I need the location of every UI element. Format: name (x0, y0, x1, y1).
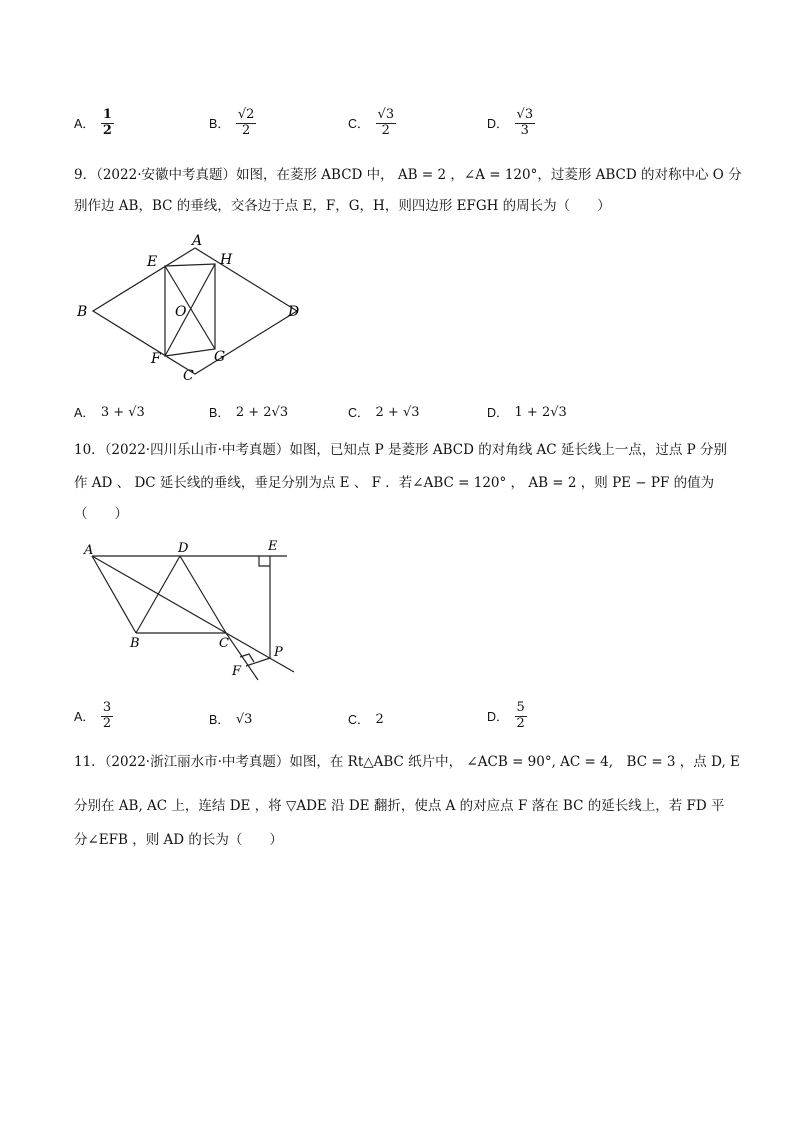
q8-option-c-fraction (376, 108, 397, 139)
q9-label-d: D (288, 304, 300, 320)
q9-option-d-letter: D． (487, 406, 509, 420)
q8-option-a (74, 108, 114, 139)
q9-text-line1: 9．（2022·安徽中考真题）如图，在菱形 ABCD 中， AB = 2 ，∠A = 120°，过菱形 ABCD 的对称中心 O 分 (74, 167, 742, 183)
q8-option-d-fraction (515, 108, 536, 139)
q8-option-b-fraction (236, 108, 257, 139)
q8-option-d (487, 108, 535, 139)
q9-label-g: G (214, 349, 226, 365)
q9-option-a (74, 403, 145, 421)
q8-option-a-letter: A． (74, 117, 95, 132)
q9-option-c (348, 403, 420, 421)
q10-option-a-den: 2 (102, 715, 112, 731)
q9-option-c-text: 2 + √3 (375, 404, 420, 420)
q9-label-o: O (175, 304, 187, 320)
q8-option-a-num: 1 (102, 107, 112, 122)
q9-text-line2: 别作边 AB，BC 的垂线，交各边于点 E，F，G，H，则四边形 EFGH 的周长为（ ） (74, 198, 611, 214)
q8-option-c-num: √3 (377, 107, 395, 122)
q10-option-b (209, 710, 252, 728)
q9-label-f: F (151, 351, 161, 367)
q10-option-a (74, 701, 113, 732)
q10-rhombus-figure (74, 532, 314, 687)
q10-option-d-num: 5 (516, 700, 525, 715)
q9-label-b: B (77, 304, 88, 320)
q9-option-a-text: 3 + √3 (100, 404, 145, 420)
q10-option-a-fraction (101, 701, 113, 732)
q9-rhombus-outline (93, 248, 300, 374)
q9-rhombus-figure (60, 228, 320, 388)
q9-label-c: C (183, 368, 194, 384)
q10-option-d (487, 701, 527, 732)
q11-text-line2: 分别在 AB, AC 上，连结 DE ，将 ▽ADE 沿 DE 翻折，使点 A 的对应点 F 落在 BC 的延长线上，若 FD 平 (74, 798, 725, 814)
q8-option-c-den: 2 (381, 122, 390, 138)
q9-option-b-text: 2 + 2√3 (235, 404, 289, 420)
q8-option-c (348, 108, 396, 139)
q9-option-b-letter: B． (209, 406, 230, 420)
q9-option-d (487, 403, 567, 421)
q10-option-b-letter: B． (209, 713, 230, 727)
q8-option-c-letter: C． (348, 117, 370, 132)
q10-text-line1: 10．（2022·四川乐山市·中考真题）如图，已知点 P 是菱形 ABCD 的对角线 AC 延长线上一点，过点 P 分别 (74, 442, 728, 458)
q10-label-d: D (178, 541, 189, 556)
q8-option-b-num: √2 (237, 107, 255, 122)
q10-option-c-text: 2 (375, 711, 384, 727)
q10-option-d-fraction (515, 701, 527, 732)
q10-option-a-letter: A． (74, 710, 95, 725)
q9-label-h: H (220, 252, 233, 268)
q10-option-a-num: 3 (102, 700, 112, 715)
q10-label-f: F (232, 664, 242, 679)
q8-option-a-fraction (101, 108, 114, 139)
q9-option-a-letter: A． (74, 406, 95, 420)
q10-line-pf (246, 658, 270, 666)
q10-option-c (348, 710, 384, 728)
q8-option-b-letter: B． (209, 117, 230, 132)
q9-label-e: E (147, 254, 158, 270)
q10-side-ab (92, 556, 136, 633)
q10-text-line3: （ ） (74, 506, 128, 522)
q11-text-line1: 11．（2022·浙江丽水市·中考真题）如图，在 Rt△ABC 纸片中， ∠ACB = 90°, AC = 4, BC = 3 ，点 D, E (74, 754, 740, 770)
q10-right-angle-e (259, 556, 270, 566)
q10-label-a: A (84, 543, 94, 558)
q8-option-a-den: 2 (102, 122, 112, 138)
q10-label-b: B (130, 636, 140, 651)
q10-text-line2: 作 AD 、 DC 延长线的垂线，垂足分别为点 E 、 F ．若∠ABC = 120° ， AB = 2 ，则 PE − PF 的值为 (74, 475, 715, 491)
q8-option-d-letter: D． (487, 117, 509, 132)
q10-option-d-letter: D． (487, 710, 509, 725)
q10-right-angle-f (240, 654, 254, 662)
q8-option-d-num: √3 (516, 107, 534, 122)
q10-label-c: C (219, 636, 229, 651)
q10-diag-ac-ext (92, 556, 294, 672)
q10-label-e: E (268, 539, 278, 554)
q10-side-dc (180, 556, 226, 633)
q8-option-b (209, 108, 256, 139)
q10-option-b-text: √3 (235, 711, 253, 727)
q8-option-d-den: 3 (520, 122, 529, 138)
q10-option-c-letter: C． (348, 713, 370, 727)
q9-option-b (209, 403, 288, 421)
q9-option-d-text: 1 + 2√3 (514, 404, 567, 420)
q10-option-d-den: 2 (516, 715, 525, 731)
q9-label-a: A (192, 233, 203, 249)
q8-option-b-den: 2 (241, 122, 251, 138)
q9-option-c-letter: C． (348, 406, 370, 420)
q11-text-line3: 分∠EFB ，则 AD 的长为（ ） (74, 832, 283, 848)
q10-label-p: P (274, 645, 283, 660)
